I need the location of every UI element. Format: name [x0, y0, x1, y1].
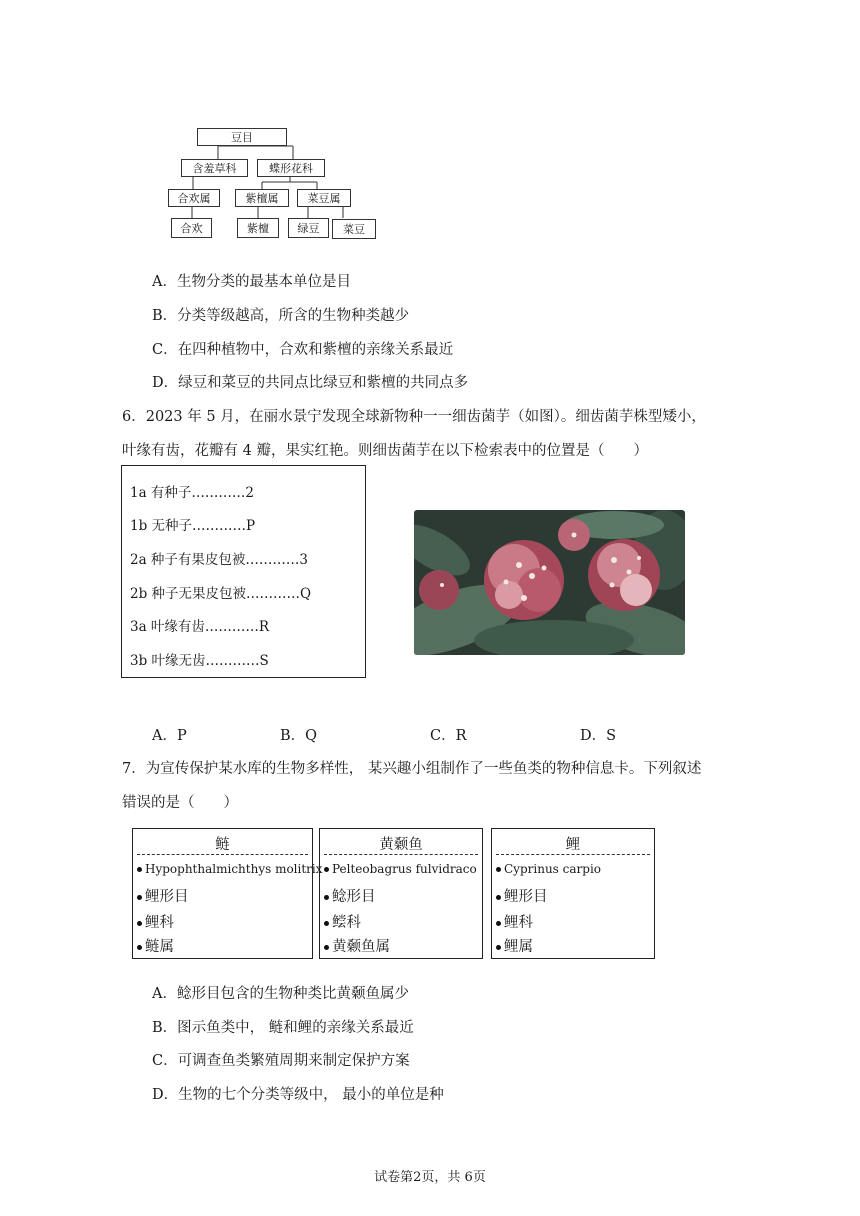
card-divider: [496, 854, 650, 855]
card-order: 鲤形目: [496, 885, 548, 906]
q6-option-b: B．Q: [280, 728, 318, 744]
card-order: 鲶形目: [324, 885, 376, 906]
q7-stem-line1: 7．为宣传保护某水库的生物多样性， 某兴趣小组制作了一些鱼类的物种信息卡。下列叙述: [122, 761, 702, 777]
tree-genus: 菜豆属: [297, 189, 351, 207]
q5-option-a: A．生物分类的最基本单位是目: [152, 274, 351, 290]
card-order: 鲤形目: [137, 885, 189, 906]
q6-option-a: A．P: [152, 728, 187, 744]
card-genus: 黄颡鱼属: [324, 935, 390, 956]
tree-family: 含羞草科: [181, 159, 248, 177]
tree-family: 蝶形花科: [257, 159, 325, 177]
bullet-icon: [496, 945, 501, 950]
q6-option-c: C．R: [430, 728, 467, 744]
card-family: 鲿科: [324, 911, 361, 932]
key-line: 1b 无种子…………P: [130, 518, 256, 534]
bullet-icon: [324, 867, 329, 872]
bullet-icon: [496, 921, 501, 926]
key-line: 2b 种子无果皮包被…………Q: [130, 586, 312, 602]
bullet-icon: [137, 895, 142, 900]
bullet-icon: [324, 921, 329, 926]
skimmia-flower-photo: [414, 510, 685, 655]
tree-genus: 紫檀属: [235, 189, 289, 207]
card-family: 鲤科: [137, 911, 174, 932]
q5-option-c: C．在四种植物中，合欢和紫檀的亲缘关系最近: [152, 342, 454, 358]
fish-card-common-carp: [491, 828, 655, 959]
bullet-icon: [496, 895, 501, 900]
card-divider: [137, 854, 308, 855]
card-latin-name: Pelteobagrus fulvidraco: [324, 862, 477, 876]
card-title: 鲤: [565, 837, 581, 853]
page-footer: 试卷第2页，共 6页: [374, 1170, 486, 1185]
dichotomous-key: [121, 465, 366, 678]
bullet-icon: [137, 867, 142, 872]
card-title: 鲢: [215, 837, 230, 853]
key-line: 3a 叶缘有齿…………R: [130, 619, 270, 635]
key-line: 1a 有种子…………2: [130, 485, 255, 501]
bullet-icon: [324, 895, 329, 900]
card-latin-name: Hypophthalmichthys molitrix: [137, 862, 323, 876]
card-genus: 鲤属: [496, 935, 533, 956]
card-divider: [324, 854, 478, 855]
card-latin-name: Cyprinus carpio: [496, 862, 601, 876]
card-genus: 鲢属: [137, 935, 174, 956]
q7-stem-line2: 错误的是（ ）: [122, 795, 238, 811]
tree-species: 绿豆: [288, 218, 329, 238]
tree-connectors: [0, 0, 860, 260]
q5-option-b: B．分类等级越高，所含的生物种类越少: [152, 308, 410, 324]
tree-genus: 合欢属: [168, 189, 220, 207]
fish-card-yellow-catfish: [319, 828, 483, 959]
tree-species: 紫檀: [237, 218, 279, 238]
bullet-icon: [324, 945, 329, 950]
tree-species: 菜豆: [332, 219, 376, 239]
q7-option-b: B．图示鱼类中， 鲢和鲤的亲缘关系最近: [152, 1020, 414, 1036]
key-line: 2a 种子有果皮包被…………3: [130, 552, 309, 568]
q6-option-d: D．S: [580, 728, 617, 744]
bullet-icon: [137, 945, 142, 950]
q7-option-d: D．生物的七个分类等级中， 最小的单位是种: [152, 1087, 444, 1103]
q7-option-a: A．鲶形目包含的生物种类比黄颡鱼属少: [152, 986, 409, 1002]
tree-root: 豆目: [197, 128, 287, 146]
q6-stem-line1: 6．2023 年 5 月，在丽水景宁发现全球新物种一一细齿菌芋（如图）。细齿菌芋株型矮小，: [122, 409, 706, 425]
bullet-icon: [137, 921, 142, 926]
card-family: 鲤科: [496, 911, 533, 932]
bullet-icon: [496, 867, 501, 872]
fish-card-silver-carp: [132, 828, 323, 959]
tree-species: 合欢: [171, 218, 212, 238]
key-line: 3b 叶缘无齿…………S: [130, 653, 269, 669]
q5-option-d: D．绿豆和菜豆的共同点比绿豆和紫檀的共同点多: [152, 375, 469, 391]
q7-option-c: C．可调查鱼类繁殖周期来制定保护方案: [152, 1053, 410, 1069]
q6-stem-line2: 叶缘有齿，花瓣有 4 瓣，果实红艳。则细齿菌芋在以下检索表中的位置是（ ）: [122, 443, 648, 459]
card-title: 黄颡鱼: [379, 837, 423, 853]
